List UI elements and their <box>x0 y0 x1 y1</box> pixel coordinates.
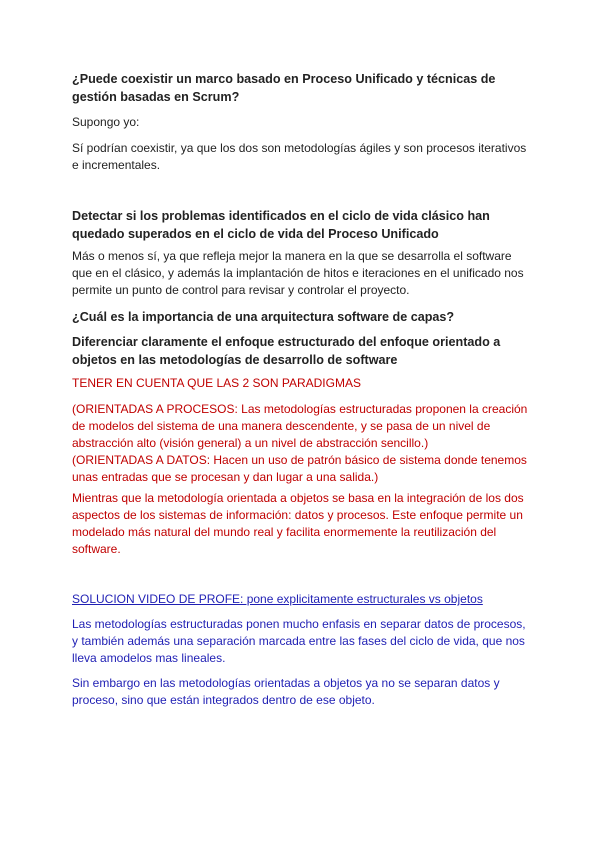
process-oriented-text: (ORIENTADAS A PROCESOS: Las metodologías estructuradas proponen la creación de modelos del sistema de una manera descendente, y se pasa de un nivel de abstracción alto (visión general) a un nivel de abstracción sencillo.) <box>72 402 528 450</box>
coexist-answer: Sí podrían coexistir, ya que los dos son metodologías ágiles y son procesos iterativos e incrementales. <box>72 141 527 172</box>
video-structured-text: Las metodologías estructuradas ponen mucho enfasis en separar datos de procesos, y también además una separación marcada entre las fases del ciclo de vida, que nos lleva amodelos mas lineales. <box>72 617 526 665</box>
question-coexist-title: ¿Puede coexistir un marco basado en Proceso Unificado y técnicas de gestión basadas en Scrum? <box>72 72 496 104</box>
coexist-intro: Supongo yo: <box>72 115 140 129</box>
video-objects-text: Sin embargo en las metodologías orientadas a objetos ya no se separan datos y proceso, sino que están integrados dentro de ese objeto. <box>72 676 500 707</box>
question-layers-title: ¿Cuál es la importancia de una arquitectura software de capas? <box>72 310 455 324</box>
question-paradigms-title: Diferenciar claramente el enfoque estructurado del enfoque orientado a objetos en las metodologías de desarrollo de software <box>72 335 501 367</box>
video-solution-link[interactable]: SOLUCION VIDEO DE PROFE: pone explicitamente estructurales vs objetos <box>72 592 483 606</box>
data-oriented-text: (ORIENTADAS A DATOS: Hacen un uso de patrón básico de sistema donde tenemos unas entradas que se procesan y dan lugar a una salida.) <box>72 453 527 484</box>
lifecycle-answer: Más o menos sí, ya que refleja mejor la manera en la que se desarrolla el software que en el clásico, y además la implantación de hitos e iteraciones en el unificado nos permite un punto de control para revisar y controlar el proyecto. <box>72 249 524 297</box>
paradigms-note: TENER EN CUENTA QUE LAS 2 SON PARADIGMAS <box>72 376 361 390</box>
question-lifecycle-title: Detectar si los problemas identificados en el ciclo de vida clásico han quedado superados en el ciclo de vida del Proceso Unificado <box>72 209 490 241</box>
object-oriented-text: Mientras que la metodología orientada a objetos se basa en la integración de los dos aspectos de los sistemas de información: datos y procesos. Este enfoque permite un modelado más natural del mundo real y facilita enormemente la reutilización del software. <box>72 491 524 556</box>
